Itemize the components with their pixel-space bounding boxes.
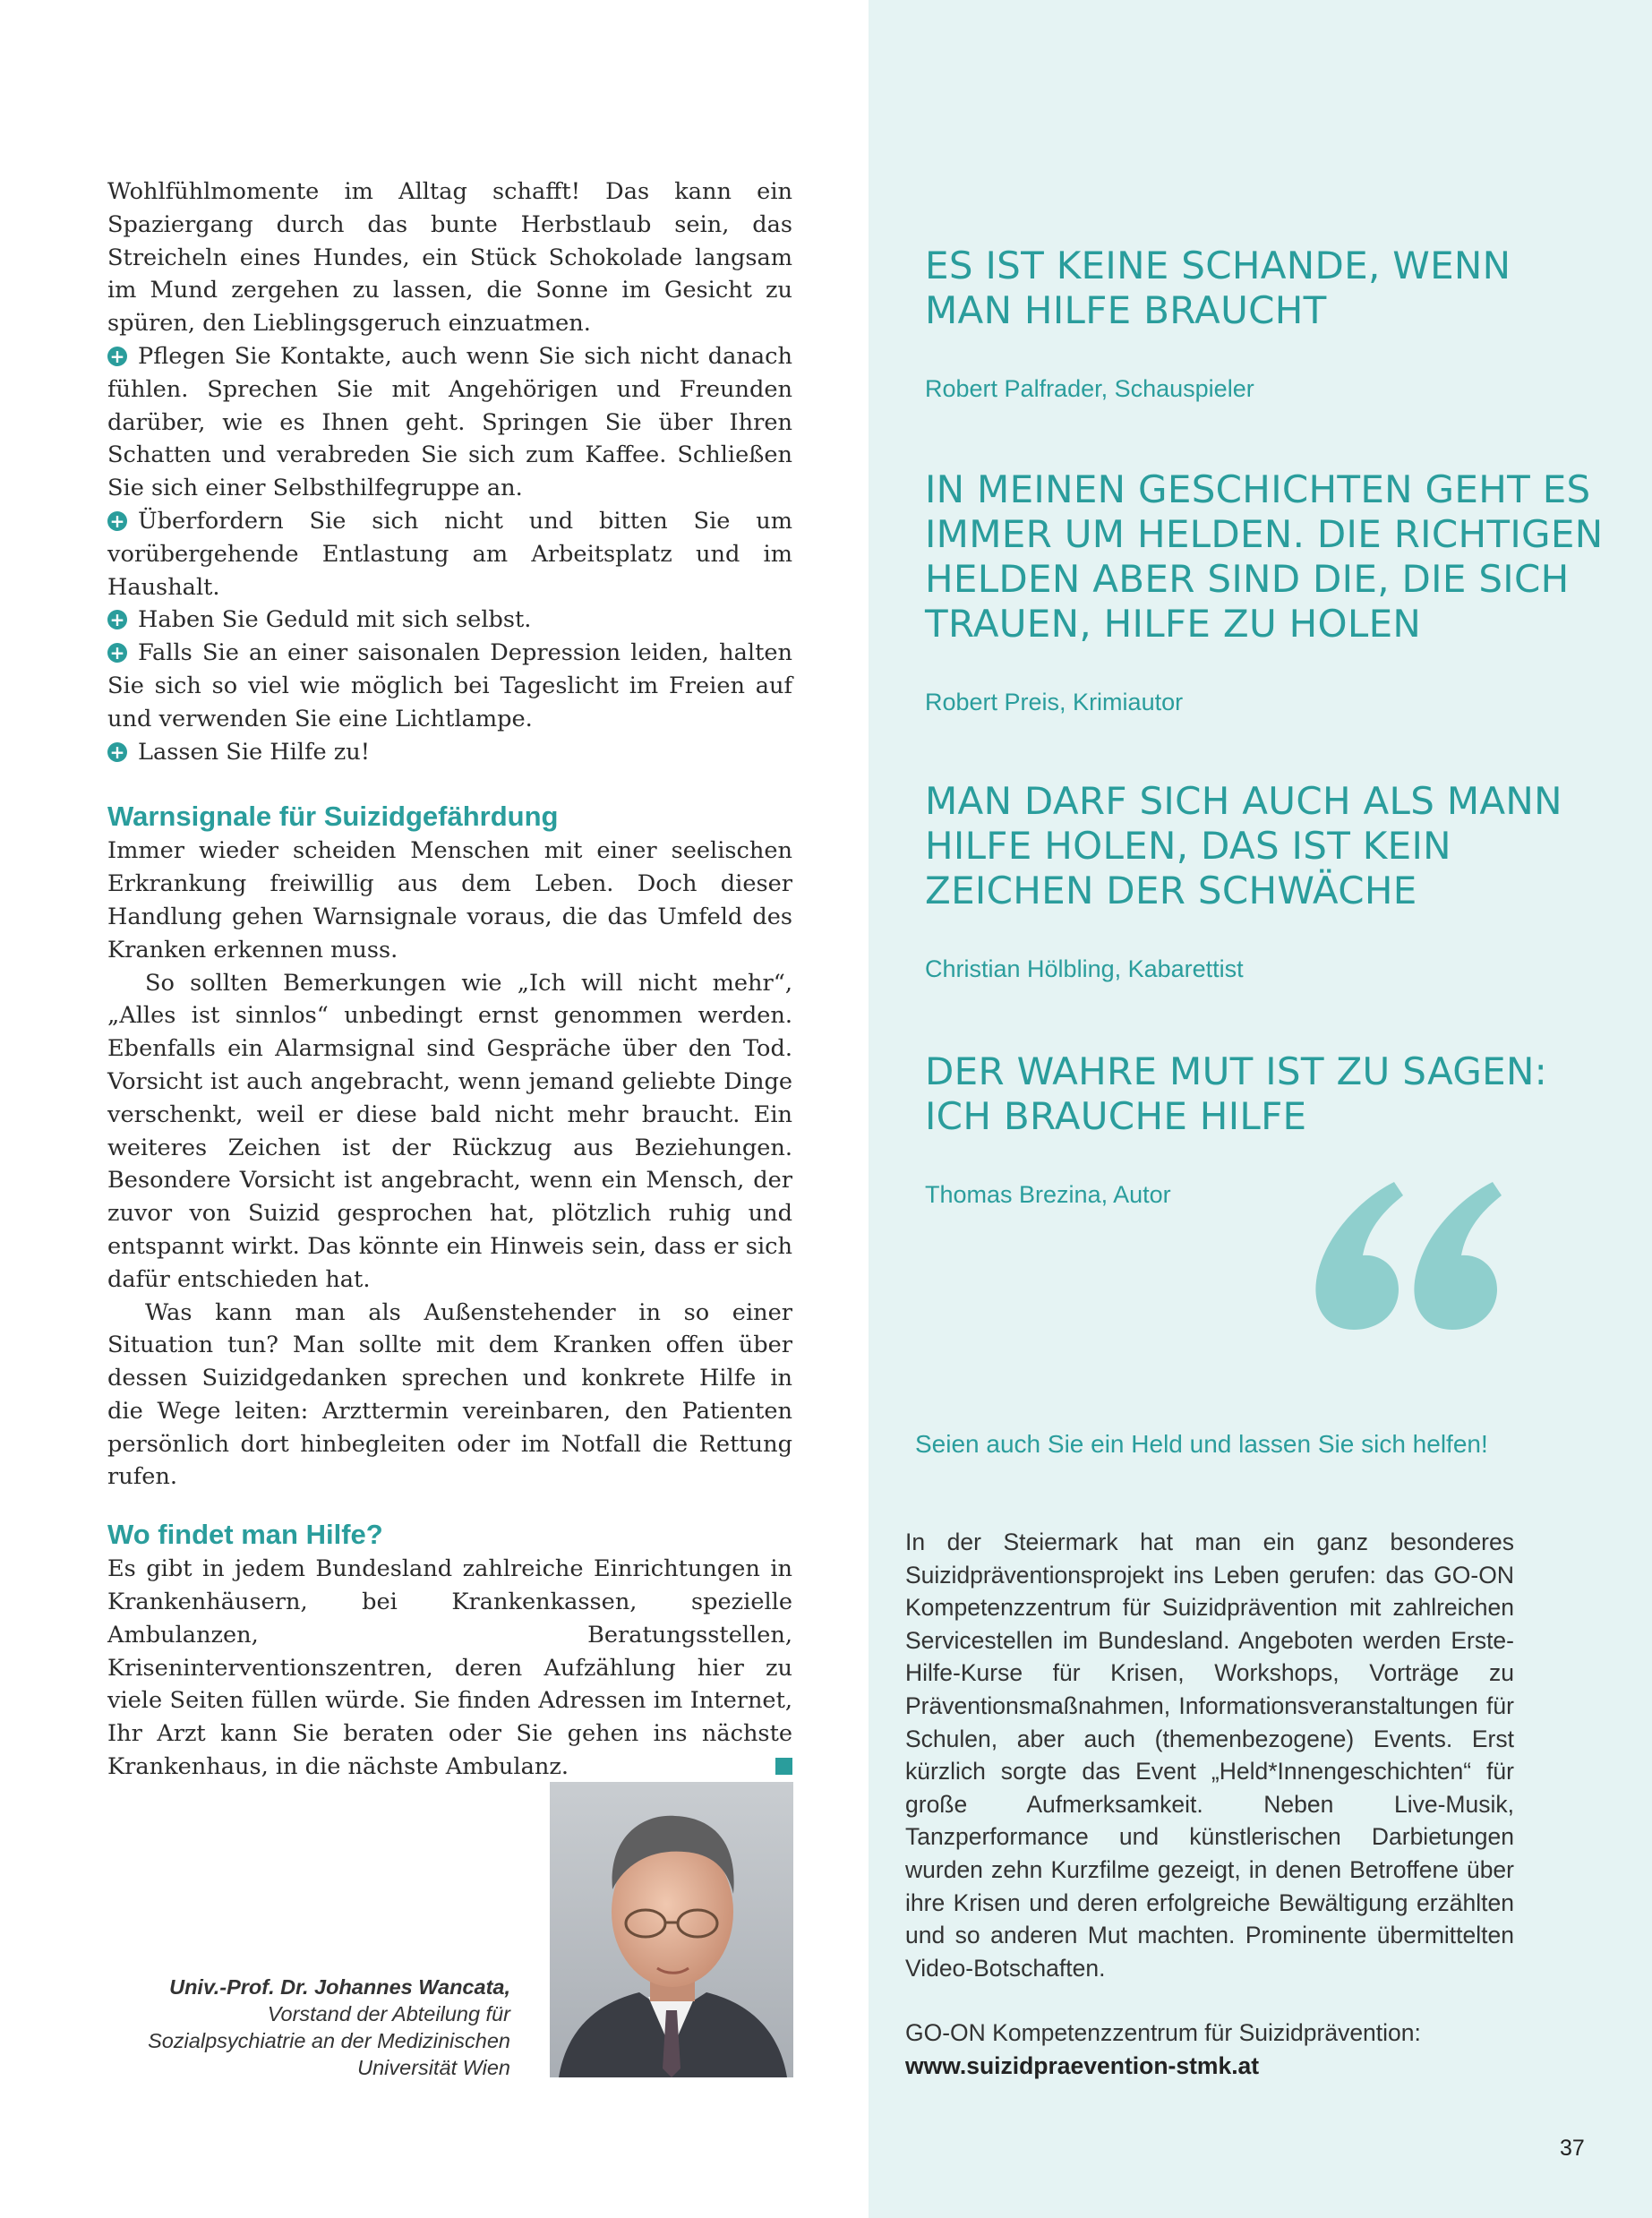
quote-text: IN MEINEN GESCHICHTEN GEHT ES IMMER UM HELDEN. DIE RICHTIGEN HELDEN ABER SIND DIE, DIE SICH TRAUEN, HILFE ZU HOLEN — [925, 467, 1604, 646]
quote-preis — [925, 467, 1605, 717]
intro-paragraph: Wohlfühlmomente im Alltag schafft! Das kann ein Spaziergang durch das bunte Herbstlaub sein, das Streicheln eines Hundes, ein Stück Schokolade langsam im Mund zergehen zu lassen, die Sonne im Gesicht zu spüren, den Lieblingsgeruch einzuatmen. — [107, 178, 792, 338]
website-link[interactable]: www.suizidpraevention-stmk.at — [905, 2051, 1260, 2079]
plus-icon: + — [107, 610, 127, 629]
quote-hoelbling — [925, 779, 1605, 984]
opening-quote-icon — [1309, 1173, 1506, 1334]
paragraph: Was kann man als Außenstehender in so einer Situation tun? Man sollte mit dem Kranken offen über dessen Suizidgedanken sprechen und konkrete Hilfe in die Wege leiten: Arzttermin vereinbaren, den Patienten persönlich dort hinbegleiten oder im Notfall die Rettung rufen. — [107, 1298, 792, 1491]
paragraph: Immer wieder scheiden Menschen mit einer seelischen Erkrankung freiwillig aus dem Leben. Doch dieser Handlung gehen Warnsignale voraus, die das Umfeld des Kranken erkennen muss. — [107, 837, 792, 963]
photo-caption — [45, 1974, 510, 2081]
caption-role: Universität Wien — [357, 2056, 510, 2079]
bullet-item: + Überfordern Sie sich nicht und bitten Sie um vorübergehende Entlastung am Arbeitsplatz und im Haushalt. — [107, 507, 792, 601]
end-of-article-icon — [775, 1758, 792, 1775]
section-heading-hilfe: Wo findet man Hilfe? — [107, 1519, 383, 1551]
paragraph: So sollten Bemerkungen wie „Ich will nicht mehr“, „Alles ist sinnlos“ unbedingt ernst genommen werden. Ebenfalls ein Alarmsignal sind Gespräche über den Tod. Vorsicht ist auch angebracht, wenn jemand geliebte Dinge verschenkt, weil er diese bald nicht mehr braucht. Ein weiteres Zeichen ist der Rückzug aus Beziehungen. Besondere Vorsicht ist angebracht, wenn ein Mensch, der zuvor von Suizid gesprochen hat, plötzlich ruhig und entspannt wirkt. Das könnte ein Hinweis sein, dass er sich dafür entschieden hat. — [107, 969, 792, 1293]
tagline: Seien auch Sie ein Held und lassen Sie sich helfen! — [915, 1430, 1488, 1458]
contact-label: GO-ON Kompetenzzentrum für Suizidprävention: — [905, 2019, 1421, 2047]
article-body — [107, 176, 792, 1784]
quote-text: MAN DARF SICH AUCH ALS MANN HILFE HOLEN, DAS IST KEIN ZEICHEN DER SCHWÄCHE — [925, 779, 1562, 912]
info-contact — [905, 2017, 1514, 2082]
caption-name: Univ.-Prof. Dr. Johannes Wancata, — [169, 1975, 510, 1999]
quote-author: Thomas Brezina, Autor — [925, 1181, 1171, 1208]
quote-author: Christian Hölbling, Kabarettist — [925, 955, 1244, 982]
caption-role: Vorstand der Abteilung für — [267, 2002, 510, 2025]
plus-icon: + — [107, 347, 127, 366]
section-heading-warnsignale: Warnsignale für Suizidgefährdung — [107, 801, 559, 833]
bullet-item: + Pflegen Sie Kontakte, auch wenn Sie sich nicht danach fühlen. Sprechen Sie mit Angehörigen und Freunden darüber, wie es Ihnen geht. Springen Sie über Ihren Schatten und verabreden Sie sich zum Kaffee. Schließen Sie sich einer Selbsthilfegruppe an. — [107, 342, 792, 502]
bullet-item: + Haben Sie Geduld mit sich selbst. — [107, 604, 792, 637]
bullet-item: + Lassen Sie Hilfe zu! — [107, 736, 792, 769]
caption-role: Sozialpsychiatrie an der Medizinischen — [148, 2029, 510, 2052]
quote-text: ES IST KEINE SCHANDE, WENN MAN HILFE BRAUCHT — [925, 244, 1511, 332]
page-number: 37 — [1560, 2136, 1585, 2161]
info-paragraph: In der Steiermark hat man ein ganz besonderes Suizidpräventionsprojekt ins Leben gerufen: das GO-ON Kompetenzzentrum für Suizidprävention mit zahlreichen Servicestellen im Bundesland. Angeboten werden Erste-Hilfe-Kurse für Krisen, Workshops, Vorträge zu Präventionsmaßnahmen, Informationsveranstaltungen für Schulen, aber auch (themenbezogene) Events. Erst kürzlich sorgte das Event „Held*Innengeschichten“ für große Aufmerksamkeit. Neben Live-Musik, Tanzperformance und künstlerischen Darbietungen wurden zehn Kurzfilme gezeigt, in denen Betroffene über ihre Krisen und deren erfolgreiche Bewältigung erzählten und so anderen Mut machten. Prominente übermittelten Video-Botschaften. — [905, 1529, 1514, 1982]
quote-text: DER WAHRE MUT IST ZU SAGEN: ICH BRAUCHE HILFE — [925, 1049, 1548, 1138]
quote-author: Robert Preis, Krimiautor — [925, 689, 1184, 715]
plus-icon: + — [107, 511, 127, 531]
portrait-photo — [550, 1782, 793, 2077]
quote-author: Robert Palfrader, Schauspieler — [925, 375, 1254, 402]
plus-icon: + — [107, 742, 127, 762]
quote-palfrader — [925, 244, 1605, 404]
info-box — [905, 1526, 1514, 2083]
paragraph: Es gibt in jedem Bundesland zahlreiche Einrichtungen in Krankenhäusern, bei Krankenkassen, spezielle Ambulanzen, Beratungsstellen, Kriseninterventionszentren, deren Aufzählung hier zu viele Seiten füllen würde. Sie finden Adressen im Internet, Ihr Arzt kann Sie beraten oder Sie gehen ins nächste Krankenhaus, in die nächste Ambulanz. — [107, 1555, 792, 1781]
bullet-item: + Falls Sie an einer saisonalen Depression leiden, halten Sie sich so viel wie möglich bei Tageslicht im Freien auf und verwenden Sie eine Lichtlampe. — [107, 639, 792, 732]
plus-icon: + — [107, 643, 127, 663]
